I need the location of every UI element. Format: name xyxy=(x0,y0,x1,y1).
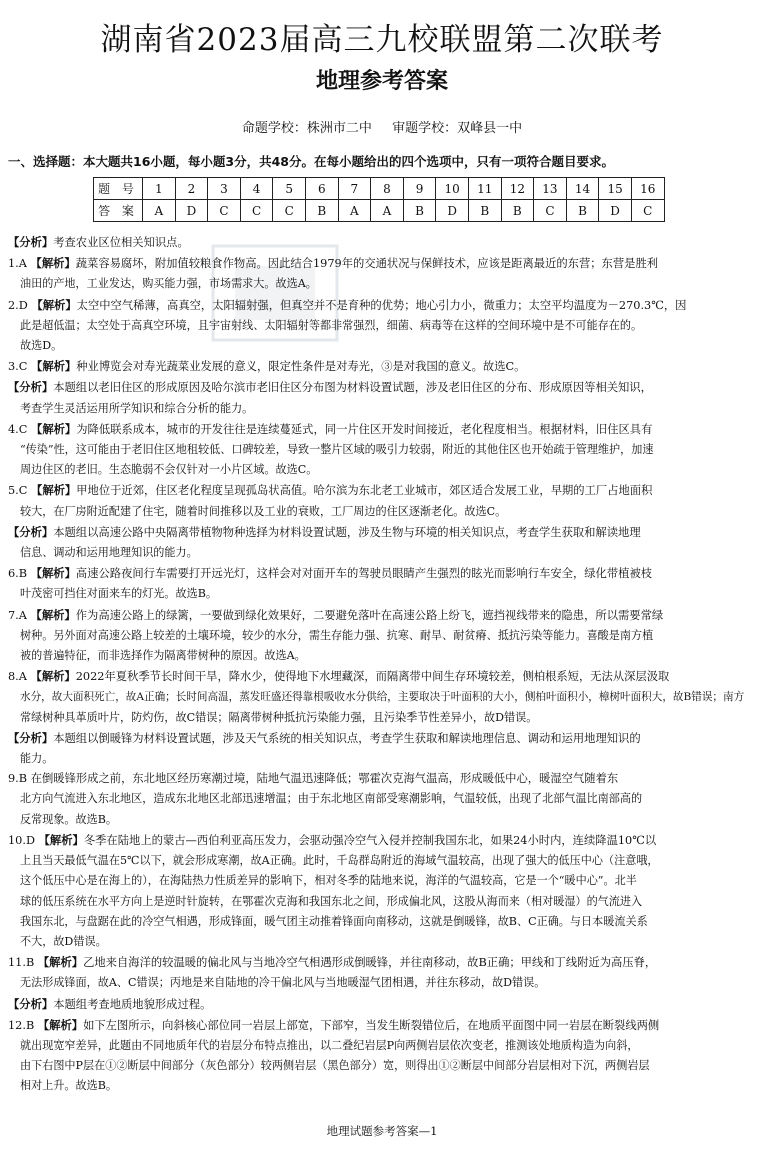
section-tag: 【解析】 xyxy=(37,1017,84,1032)
explanation-line xyxy=(8,687,756,707)
answer-cell: B xyxy=(305,200,338,222)
line-text: 上且当天最低气温在5℃以下，就会形成寒潮，故A正确。此时，千岛群岛附近的海域气温较高，出现了强大的低压中心（注意哦， xyxy=(20,854,659,868)
line-text: 高速公路夜间行车需要打开远光灯，这样会对对面开车的驾驶员眼睛产生强烈的眩光而影响行车安全，绿化带植被枝 xyxy=(75,567,653,581)
section-tag: 【分析】 xyxy=(8,996,54,1011)
section-tag: 【解析】 xyxy=(30,607,76,622)
section-tag: 【解析】 xyxy=(30,669,76,684)
line-text: 太空中空气稀薄，高真空，太阳辐射强，但真空并不是育种的优势；地心引力小，微重力；太空平均温度为－270.3℃，因 xyxy=(76,298,687,312)
explanation-line xyxy=(8,440,756,460)
explanation-line xyxy=(8,480,756,501)
answer-cell: C xyxy=(631,200,664,222)
question-number: 5.C xyxy=(8,484,28,498)
explanation-line xyxy=(8,973,756,993)
explanation-line xyxy=(8,543,756,563)
question-number-cell: 12 xyxy=(501,178,534,200)
line-text: 不大，故D错误。 xyxy=(20,934,107,948)
explanation-line xyxy=(8,666,756,687)
line-text: 本题组以高速公路中央隔离带植物物种选择为材料设置试题，涉及生物与环境的相关知识点，考查学生获取和解读地理 xyxy=(53,525,641,539)
section-tag: 【解析】 xyxy=(30,566,76,581)
school-info xyxy=(0,117,764,136)
question-number-cell: 8 xyxy=(371,178,404,200)
line-text: 能力。 xyxy=(20,752,54,766)
line-text: 考查农业区位相关知识点。 xyxy=(53,236,189,249)
answer-cell: A xyxy=(143,200,176,222)
explanation-line xyxy=(8,1076,756,1096)
answer-cell: D xyxy=(599,200,632,222)
line-text: 无法形成锋面，故A、C错误；丙地是来自陆地的冷干偏北风与当地暖湿气团相遇，并往东移动，故D错误。 xyxy=(20,976,546,990)
question-number-cell: 7 xyxy=(338,178,371,200)
explanation-line xyxy=(8,749,756,769)
line-text: 本题组考查地质地貌形成过程。 xyxy=(53,997,212,1011)
explanation-line xyxy=(8,584,756,604)
question-number-cell: 3 xyxy=(208,178,241,200)
question-number-cell: 2 xyxy=(175,178,208,200)
line-text: 我国东北，与盘踞在此的冷空气相遇，形成锋面，暖气团主动推着锋面向南移动，这就是倒暖锋，故B、C正确。与日本暖流关系 xyxy=(20,914,648,928)
line-text: 被的普遍特征，而非选择作为隔离带树种的原因。故选A。 xyxy=(20,649,306,663)
question-number: 4.C xyxy=(8,422,28,436)
question-number: 6.B xyxy=(8,567,28,581)
question-number-cell: 11 xyxy=(468,178,501,200)
explanation-line xyxy=(8,1036,756,1056)
line-text: 较大，在厂房附近配建了住宅，随着时间推移以及工业的衰败，工厂周边的住区逐渐老化。故选C。 xyxy=(20,504,507,518)
answer-cell: C xyxy=(208,200,241,222)
explanation-line xyxy=(8,1015,756,1036)
explanation-line xyxy=(8,356,756,377)
explanation-line xyxy=(8,563,756,584)
section-tag: 【解析】 xyxy=(31,359,77,374)
explanation-line xyxy=(8,728,756,749)
question-number: 12.B xyxy=(8,1018,35,1032)
proposer-school: 命题学校：株洲市二中 xyxy=(241,121,372,136)
explanation-line xyxy=(8,912,756,932)
explanation-line xyxy=(8,892,756,912)
answer-cell: A xyxy=(338,200,371,222)
explanation-line xyxy=(8,1056,756,1076)
line-text: 此是超低温；太空处于高真空环境，且宇宙射线、太阳辐射等都非常强烈，细菌、病毒等在这样的空间环境中是不可能存在的。 xyxy=(20,318,643,332)
answer-cell: C xyxy=(534,200,567,222)
question-number-cell: 16 xyxy=(631,178,664,200)
question-number-cell: 5 xyxy=(273,178,306,200)
section-tag: 【分析】 xyxy=(8,524,54,539)
answer-cell: D xyxy=(175,200,208,222)
line-text: 冬季在陆地上的蒙古—西伯利亚高压发力，会驱动强冷空气入侵并控制我国东北，如果24小时内，连续降温10℃以 xyxy=(83,833,657,847)
answer-row xyxy=(94,200,665,222)
explanation-line xyxy=(8,810,756,830)
line-text: 这个低压中心是在海上的），在海陆热力性质差异的影响下，相对冬季的陆地来说，海洋的气温较高，它是一个“暖中心”。北半 xyxy=(20,874,637,888)
explanation-line xyxy=(8,871,756,891)
question-number-cell: 4 xyxy=(240,178,273,200)
question-number-cell: 1 xyxy=(143,178,176,200)
question-number-cell: 15 xyxy=(599,178,632,200)
line-text: 周边住区的老旧。生态脆弱不会仅针对一小片区域。故选C。 xyxy=(20,463,318,477)
line-text: 水分，故大面积死亡，故A正确；长时间高温，蒸发旺盛还得靠根吸收水分供给，主要取决于叶面积的大小，侧柏叶面积小，樟树叶面积大，故B错误；南方 xyxy=(20,691,745,704)
explanation-line xyxy=(8,769,756,789)
answer-cell: B xyxy=(501,200,534,222)
line-text: 考查学生灵活运用所学知识和综合分析的能力。 xyxy=(20,401,254,415)
line-text: 树种。另外面对高速公路上较差的土壤环境，较少的水分，需生存能力强、抗寒、耐旱、耐贫瘠、抵抗污染等能力。喜酸是南方植 xyxy=(20,628,654,642)
line-text: 本题组以老旧住区的形成原因及哈尔滨市老旧住区分布图为材料设置试题，涉及老旧住区的分布、形成原因等相关知识， xyxy=(53,381,652,395)
question-number-cell: 13 xyxy=(534,178,567,200)
line-text: 就出现宽窄差异，此题由不同地质年代的岩层分布特点推出，以二叠纪岩层P向两侧岩层依次变老，推测该处地质构造为向斜， xyxy=(20,1038,639,1052)
question-number: 9.B xyxy=(8,772,28,786)
line-text: 反常现象。故选B。 xyxy=(20,812,118,826)
explanation-line xyxy=(8,502,756,522)
explanation-line xyxy=(8,708,756,728)
section-tag: 【解析】 xyxy=(31,483,77,498)
question-number-cell: 6 xyxy=(305,178,338,200)
question-number: 3.C xyxy=(8,360,28,374)
line-text: 2022年夏秋季节长时间干旱，降水少，使得地下水埋藏深，而隔离带中间生存环境较差，侧柏根系短，无法从深层汲取 xyxy=(75,670,670,684)
question-number: 11.B xyxy=(8,956,35,970)
question-number: 7.A xyxy=(8,608,27,622)
explanation-line xyxy=(8,789,756,809)
explanation-line xyxy=(8,419,756,440)
explanation-line xyxy=(8,316,756,336)
answer-cell: B xyxy=(468,200,501,222)
question-number-cell: 10 xyxy=(436,178,469,200)
line-text: 相对上升。故选B。 xyxy=(20,1079,118,1093)
section-tag: 【解析】 xyxy=(31,421,77,436)
explanation-line xyxy=(8,994,756,1015)
explanation-line xyxy=(8,274,756,294)
line-text: 由下右图中P层在①②断层中间部分（灰色部分）较两侧岩层（黑色部分）宽，则得出①②断层中间部分岩层相对下沉，两侧岩层 xyxy=(20,1059,650,1073)
explanation-line xyxy=(8,952,756,973)
explanation-line xyxy=(8,605,756,626)
line-text: “传染”性，这可能由于老旧住区地租较低、口碑较差，导致一整片区域的吸引力较弱，附近的其他住区也开始疏于管理维护，加速 xyxy=(20,443,654,457)
row-label-number: 题 号 xyxy=(94,178,143,200)
line-text: 为降低联系成本，城市的开发往往是连续蔓延式，同一片住区开发时间接近，老化程度相当。根据材料，旧住区具有 xyxy=(76,422,653,436)
answer-cell: C xyxy=(273,200,306,222)
line-text: 本题组以倒暖锋为材料设置试题，涉及天气系统的相关知识点，考查学生获取和解读地理信息、调动和运用地理知识的 xyxy=(53,731,641,745)
explanation-line xyxy=(8,646,756,666)
line-text: 球的低压系统在水平方向上是逆时针旋转，在鄂霍次克海和我国东北之间，形成偏北风，这股从海而来（相对暖湿）的气流进入 xyxy=(20,894,643,908)
answer-explanations xyxy=(8,232,756,1097)
answer-cell: C xyxy=(240,200,273,222)
answer-table xyxy=(93,177,665,222)
line-text: 故选D。 xyxy=(20,339,63,353)
line-text: 叶茂密可挡住对面来车的灯光。故选B。 xyxy=(20,587,218,601)
question-number-cell: 9 xyxy=(403,178,436,200)
explanation-line xyxy=(8,399,756,419)
explanation-line xyxy=(8,232,756,253)
section-tag: 【分析】 xyxy=(8,235,54,249)
row-label-answer: 答 案 xyxy=(94,200,143,222)
explanation-line xyxy=(8,336,756,356)
section-tag: 【分析】 xyxy=(8,380,54,395)
page-footer: 地理试题参考答案—1 xyxy=(326,1124,438,1138)
line-text: 种业博览会对寿光蔬菜业发展的意义，限定性条件是对寿光，③是对我国的意义。故选C。 xyxy=(76,360,526,374)
line-text: 如下左图所示，向斜核心部位同一岩层上部宽，下部窄，当发生断裂错位后，在地质平面图中同一岩层在断裂线两侧 xyxy=(83,1018,660,1032)
section-tag: 【解析】 xyxy=(38,832,84,847)
explanation-line xyxy=(8,253,756,274)
explanation-line xyxy=(8,830,756,851)
line-text: 在倒暖锋形成之前，东北地区经历寒潮过境，陆地气温迅速降低；鄂霍次克海气温高，形成暖低中心，暖湿空气随着东 xyxy=(30,772,619,786)
explanation-line xyxy=(8,626,756,646)
question-number: 10.D xyxy=(8,833,36,847)
reviewer-school: 审题学校：双峰县一中 xyxy=(392,121,523,136)
explanation-line xyxy=(8,460,756,480)
line-text: 信息、调动和运用地理知识的能力。 xyxy=(20,546,198,560)
page-title: 湖南省2023届高三九校联盟第二次联考 xyxy=(100,22,664,58)
answer-cell: D xyxy=(436,200,469,222)
answer-cell: A xyxy=(371,200,404,222)
question-number-row xyxy=(94,178,665,200)
page-subtitle: 地理参考答案 xyxy=(315,69,448,94)
question-number: 1.A xyxy=(8,257,27,271)
answer-cell: B xyxy=(403,200,436,222)
line-text: 作为高速公路上的绿篱，一要做到绿化效果好，二要避免落叶在高速公路上纷飞，遮挡视线带来的隐患，所以需要常绿 xyxy=(75,608,664,622)
line-text: 蔬菜容易腐坏，附加值较粮食作物高。因此结合1979年的交通状况与保鲜技术，应该是距离最近的东营；东营是胜利 xyxy=(75,257,659,271)
line-text: 油田的产地，工业发达，购买能力强，市场需求大。故选A。 xyxy=(20,277,317,291)
section-tag: 【解析】 xyxy=(37,955,84,970)
answer-cell: B xyxy=(566,200,599,222)
question-number-cell: 14 xyxy=(566,178,599,200)
explanation-line xyxy=(8,932,756,952)
explanation-line xyxy=(8,851,756,871)
section-heading: 一、选择题：本大题共16小题，每小题3分，共48分。在每小题给出的四个选项中，只有一项符合题目要求。 xyxy=(8,154,614,169)
explanation-line xyxy=(8,522,756,543)
line-text: 甲地位于近郊，住区老化程度呈现孤岛状高值。哈尔滨为东北老工业城市，郊区适合发展工业，早期的工厂占地面积 xyxy=(76,484,653,498)
explanation-line xyxy=(8,295,756,316)
question-number: 8.A xyxy=(8,670,27,684)
line-text: 北方向气流进入东北地区，造成东北地区北部迅速增温；由于东北地区南部受寒潮影响，气温较低，出现了北部气温比南部高的 xyxy=(20,792,643,806)
section-tag: 【解析】 xyxy=(31,297,77,312)
question-number: 2.D xyxy=(8,298,28,312)
explanation-line xyxy=(8,377,756,398)
section-tag: 【解析】 xyxy=(30,256,76,271)
section-tag: 【分析】 xyxy=(8,730,54,745)
line-text: 常绿树种具革质叶片，防灼伤，故C错误；隔离带树种抵抗污染能力强，且污染季节性差异小，故D错误。 xyxy=(20,710,538,724)
line-text: 乙地来自海洋的较温暖的偏北风与当地冷空气相遇形成倒暖锋，并往南移动，故B正确；甲线和丁线附近为高压脊， xyxy=(83,956,657,970)
